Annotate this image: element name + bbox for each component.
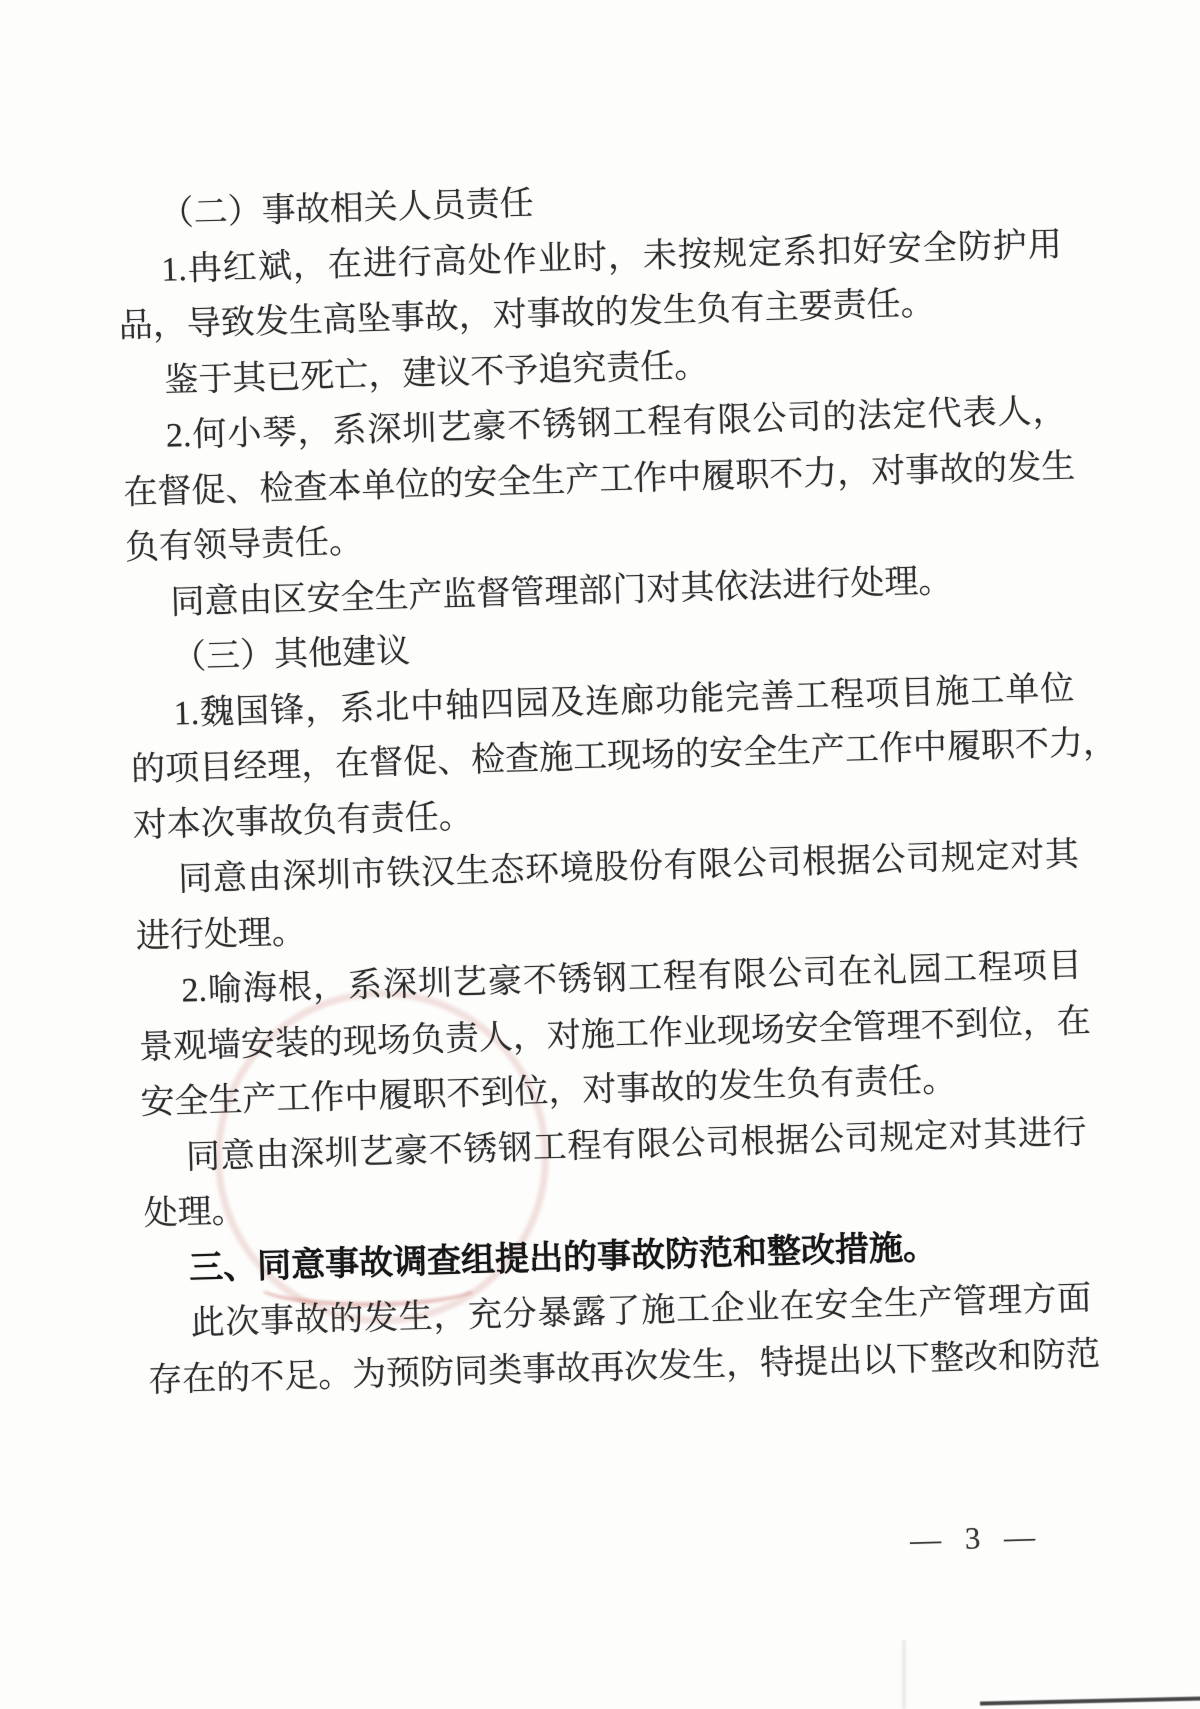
text-line-content: 安全生产工作中履职不到位，对事故的发生负有责任。 [140, 1061, 957, 1122]
page-number: — 3 — [909, 1518, 1044, 1558]
text-line-content: 1. 冉 红 斌 ， 在 进 行 高 处 作 业 时 ， 未 按 规 定 系 扣 好 安 全 防 护 用 [160, 226, 1063, 289]
text-line-content: 景 观 墙 安 装 的 现 场 负 责 人 ， 对 施 工 作 业 现 场 安 全 管 理 不 到 位 ， 在 [138, 1002, 1092, 1067]
text-line-content: 鉴于其已死亡，建议不予追究责任。 [163, 347, 709, 400]
scan-crease-artifact [902, 1640, 906, 1709]
text-line-content: 品，导致发生高坠事故，对事故的发生负有主要责任。 [118, 285, 936, 345]
document-body [115, 162, 1118, 1580]
text-line-content: 同 意 由 深 圳 艺 豪 不 锈 钢 工 程 有 限 公 司 根 据 公 司 规 定 对 其 进 行 [185, 1113, 1088, 1176]
text-line-content: 此 次 事 故 的 发 生 ， 充 分 暴 露 了 施 工 企 业 在 安 全 生 产 管 理 方 面 [190, 1280, 1092, 1343]
text-line-content: 进行处理。 [135, 913, 307, 956]
text-line-content: 在 督 促 、 检 查 本 单 位 的 安 全 生 产 工 作 中 履 职 不 力 ， 对 事 故 的 发 生 [122, 447, 1076, 512]
text-line-content: 三、同意事故调查组提出的事故防范和整改措施。 [188, 1227, 938, 1287]
text-line-content: 同意由区安全生产监督管理部门对其依法进行处理。 [170, 562, 953, 622]
text-line-content: 存 在 的 不 足 。 为 预 防 同 类 事 故 再 次 发 生 ， 特 提 出 以 下 整 改 和 防 范 [147, 1335, 1101, 1400]
text-line-content: 对本次事故负有责任。 [132, 797, 474, 845]
text-line-content: （三）其他建议 [171, 632, 411, 677]
text-line-content: 2. 喻 海 根 ， 系 深 圳 艺 豪 不 锈 钢 工 程 有 限 公 司 在 礼 园 工 程 项 目 [180, 947, 1083, 1010]
text-line-content: 处理。 [143, 1192, 247, 1233]
text-line-content: 负有领导责任。 [124, 523, 364, 567]
scan-edge-artifact [980, 1696, 1200, 1705]
text-line-content: 2. 何 小 琴 ， 系 深 圳 艺 豪 不 锈 钢 工 程 有 限 公 司 的 法 定 代 表 人 ， [165, 392, 1068, 455]
text-line-content: 1. 魏 国 锋 ， 系 北 中 轴 四 园 及 连 廊 功 能 完 善 工 程 项 目 施 工 单 位 [173, 669, 1075, 733]
text-line-content: （二）事故相关人员责任 [159, 185, 535, 233]
text-line-content: 的 项 目 经 理 ， 在 督 促 、 检 查 施 工 现 场 的 安 全 生 产 工 作 中 履 职 不 力 ， [130, 724, 1118, 789]
text-line-content: 同 意 由 深 圳 市 铁 汉 生 态 环 境 股 份 有 限 公 司 根 据 公 司 规 定 对 其 [177, 836, 1080, 899]
